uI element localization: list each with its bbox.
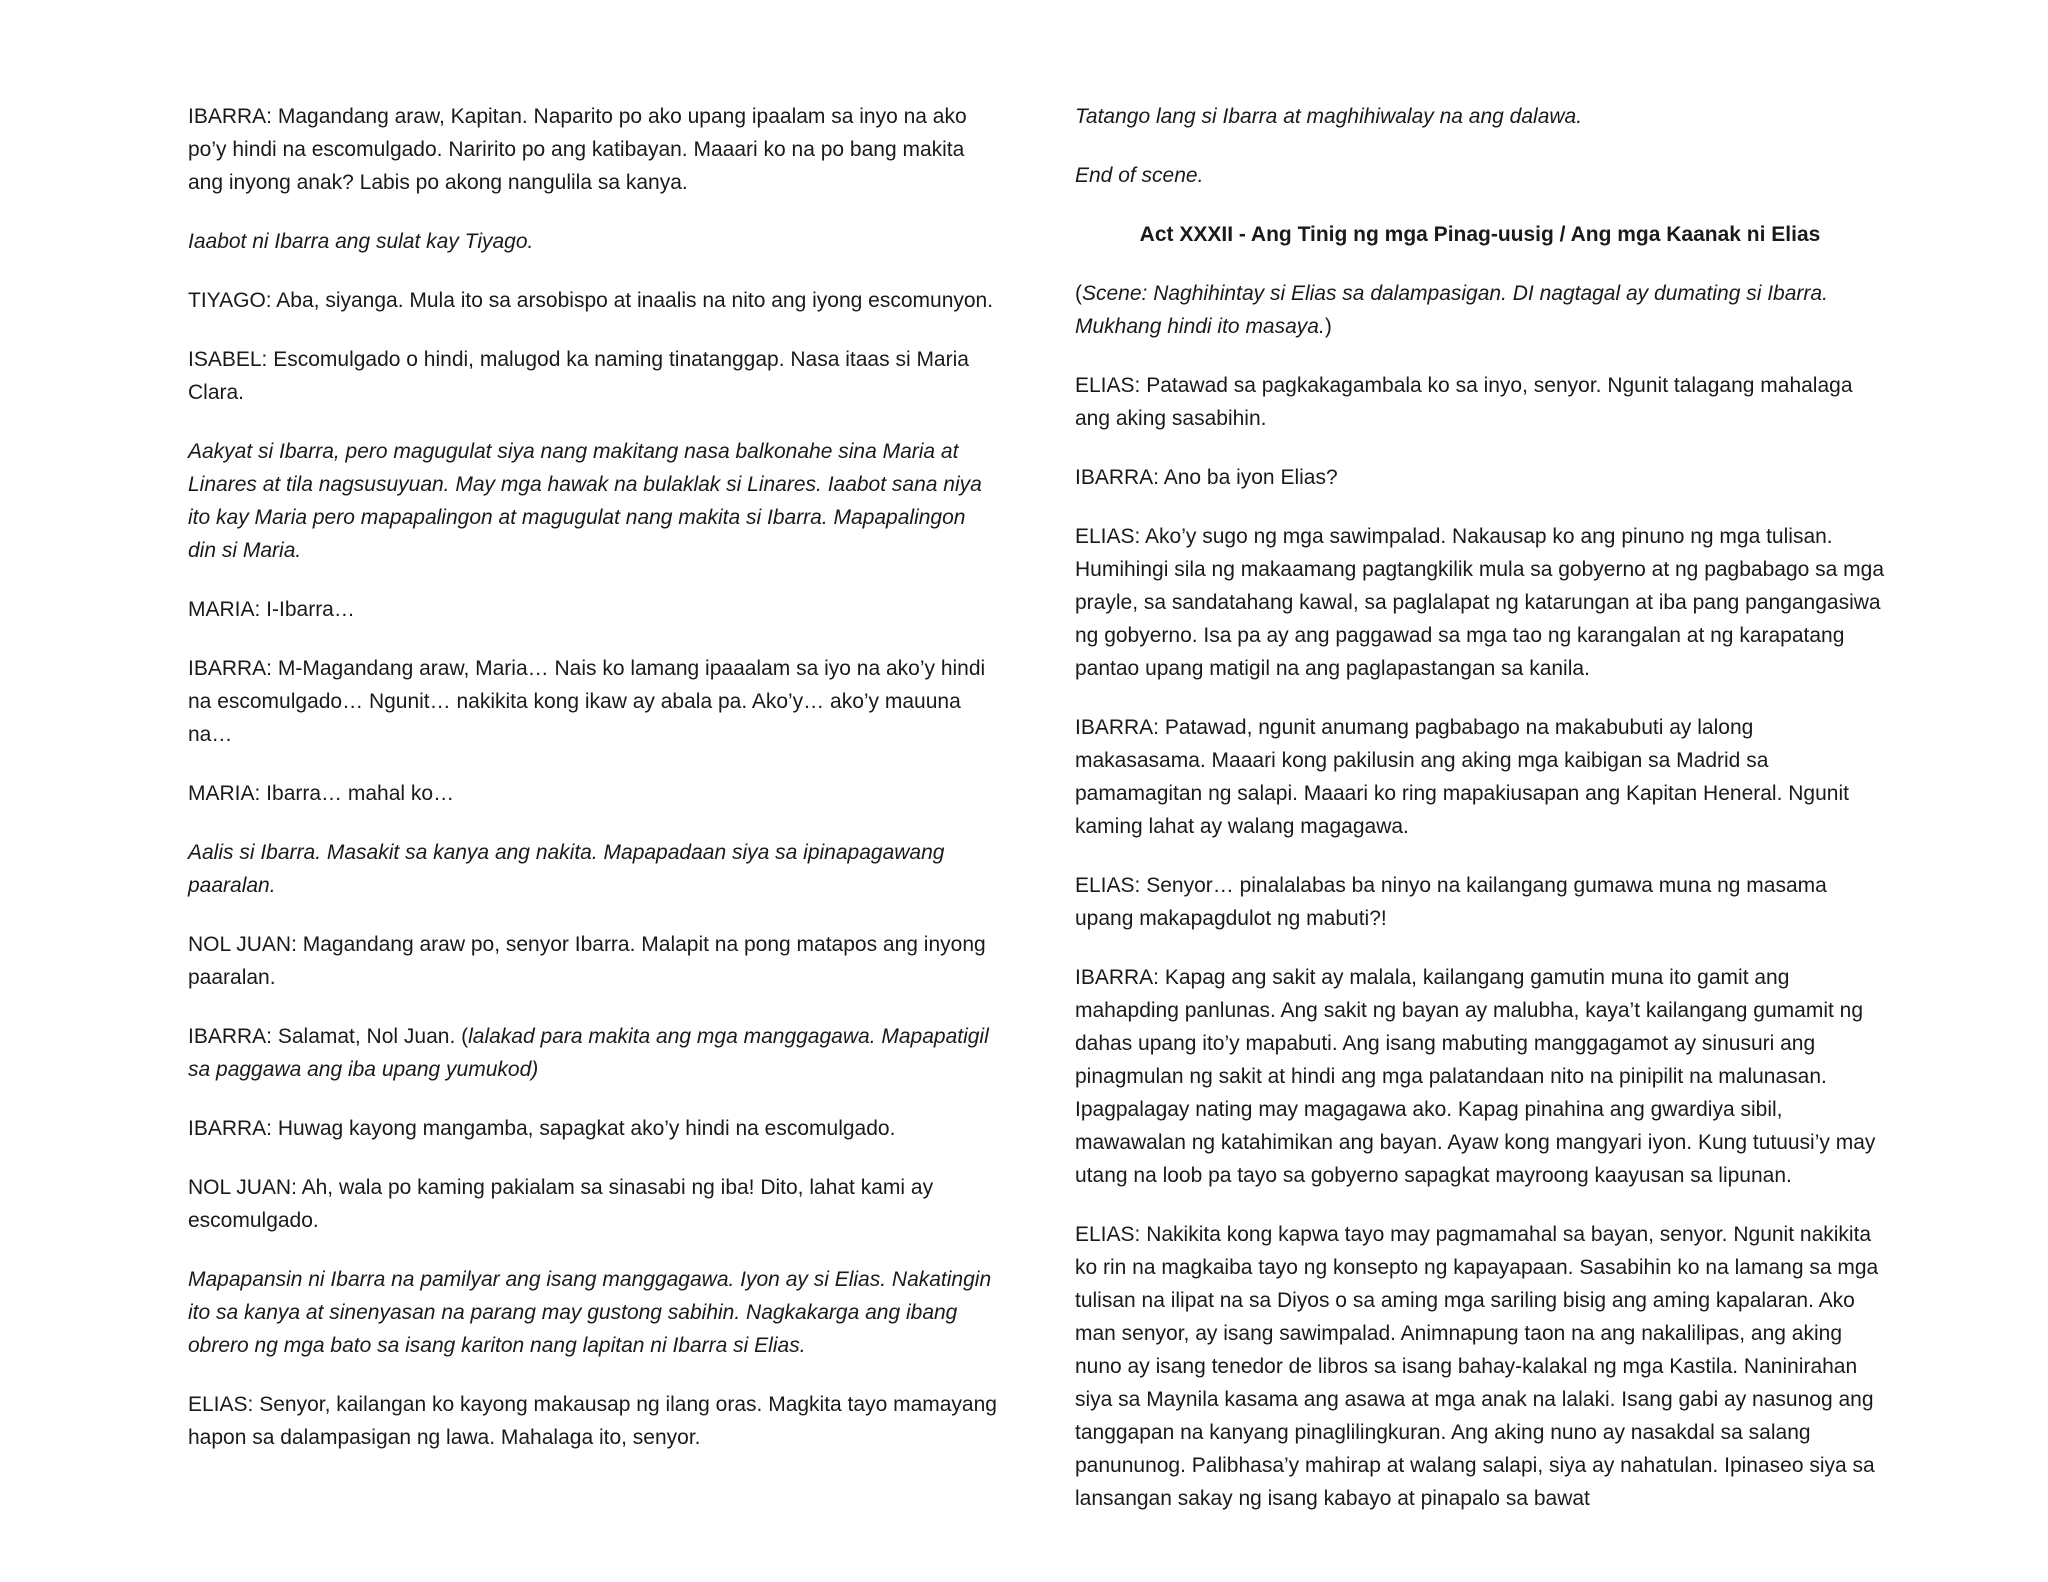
dialogue-maria-2: MARIA: Ibarra… mahal ko… (188, 782, 455, 805)
dialogue-ibarra-patawad: IBARRA: Patawad, ngunit anumang pagbabago na makabubuti ay lalong makasasama. Maaari kong pakilusin ang aking mga kaibigan sa Madrid sa pamamagitan ng salapi. Maaari ko ring mapakiusapan ang Kapitan Heneral. Ngunit kaming lahat ay walang magagawa. (1075, 716, 1849, 838)
dialogue-ibarra-sakit: IBARRA: Kapag ang sakit ay malala, kailangang gamutin muna ito gamit ang mahapding panlunas. Ang sakit ng bayan ay malubha, kaya’t kailangang gumamit ng dahas upang ito’y mapabuti. Ang isang mabuting manggagamot ay sinusuri ang pinagmulan ng sakit at hindi ang mga palatandaan nito na pinipilit na malunasan. Ipagpalagay nating may magagawa ako. Kapag pinahina ang gwardiya sibil, mawawalan ng katahimikan ang bayan. Ayaw kong mangyari iyon. Kung tutuusi’y may utang na loob pa tayo sa gobyerno sapagkat mayroong kaayusan sa lipunan. (1075, 966, 1876, 1187)
left-column (188, 100, 998, 1480)
dialogue-ibarra-huwag: IBARRA: Huwag kayong mangamba, sapagkat ako’y hindi na escomulgado. (188, 1117, 896, 1140)
dialogue-elias-senyor: ELIAS: Senyor… pinalalabas ba ninyo na kailangang gumawa muna ng masama upang makapagdulot ng mabuti?! (1075, 874, 1827, 930)
dialogue-nol-juan-1: NOL JUAN: Magandang araw po, senyor Ibarra. Malapit na pong matapos ang inyong paaralan. (188, 933, 986, 989)
dialogue-ibarra-kapitan: IBARRA: Magandang araw, Kapitan. Naparito po ako upang ipaalam sa inyo na ako po’y hindi na escomulgado. Naririto po ang katibayan. Maaari ko na po bang makita ang inyong anak? Labis po akong nangulila sa kanya. (188, 105, 967, 194)
scene-text: Scene: Naghihintay si Elias sa dalampasigan. DI nagtagal ay dumating si Ibarra. Mukhang hindi ito masaya. (1075, 282, 1828, 338)
stage-direction-sulat: Iaabot ni Ibarra ang sulat kay Tiyago. (188, 230, 534, 253)
dialogue-ibarra-maria: IBARRA: M-Magandang araw, Maria… Nais ko lamang ipaaalam sa iyo na ako’y hindi na escomulgado… Ngunit… nakikita kong ikaw ay abala pa. Ako’y… ako’y mauuna na… (188, 657, 986, 746)
dialogue-nol-juan-2: NOL JUAN: Ah, wala po kaming pakialam sa sinasabi ng iba! Dito, lahat kami ay escomulgado. (188, 1176, 934, 1232)
dialogue-elias-1: ELIAS: Senyor, kailangan ko kayong makausap ng ilang oras. Magkita tayo mamayang hapon sa dalampasigan ng lawa. Mahalaga ito, senyor. (188, 1393, 997, 1449)
stage-direction-elias: Mapapansin ni Ibarra na pamilyar ang isang manggagawa. Iyon ay si Elias. Nakatingin ito sa kanya at sinenyasan na parang may gustong sabihin. Nagkakarga ang ibang obrero ng mga bato sa isang kariton nang lapitan ni Ibarra si Elias. (188, 1268, 992, 1357)
stage-direction-tatango: Tatango lang si Ibarra at maghihiwalay na ang dalawa. (1075, 105, 1583, 128)
dialogue-elias-nakikita: ELIAS: Nakikita kong kapwa tayo may pagmamahal sa bayan, senyor. Ngunit nakikita ko rin na magkaiba tayo ng konsepto ng kapayapaan. Sasabihin ko na lamang sa mga tulisan na ilipat na sa Diyos o sa aming mga sariling bisig ang aming kapalaran. Ako man senyor, ay isang sawimpalad. Animnapung taon na ang nakalilipas, ang aking nuno ay isang tenedor de libros sa isang bahay-kalakal ng mga Kastila. Naninirahan siya sa Maynila kasama ang asawa at mga anak na lalaki. Isang gabi ay nasunog ang tanggapan na kanyang pinaglilingkuran. Ang aking nuno ay nasakdal sa salang panununog. Palibhasa’y mahirap at walang salapi, siya ay nahatulan. Ipinaseo siya sa lansangan sakay ng isang kabayo at pinapalo sa bawat (1075, 1223, 1879, 1510)
stage-direction-aalis: Aalis si Ibarra. Masakit sa kanya ang nakita. Mapapadaan siya sa ipinapagawang paaralan. (188, 841, 945, 897)
dialogue-elias-sugo: ELIAS: Ako’y sugo ng mga sawimpalad. Nakausap ko ang pinuno ng mga tulisan. Humihingi sila ng makaamang pagtangkilik mula sa gobyerno at ng pagbabago sa mga prayle, sa sandatahang kawal, sa paglalapat ng katarungan at iba pang pangangasiwa ng gobyerno. Isa pa ay ang paggawad sa mga tao ng karangalan at ng karapatang pantao upang matigil na ang paglapastangan sa kanila. (1075, 525, 1885, 680)
act-heading: Act XXXII - Ang Tinig ng mga Pinag-uusig / Ang mga Kaanak ni Elias (1139, 223, 1821, 246)
dialogue-ibarra-salamat (188, 1020, 998, 1086)
dialogue-elias-patawad: ELIAS: Patawad sa pagkakagambala ko sa inyo, senyor. Ngunit talagang mahalaga ang aking sasabihin. (1075, 374, 1853, 430)
dialogue-ibarra-ano: IBARRA: Ano ba iyon Elias? (1075, 466, 1338, 489)
paren-close: ) (1324, 315, 1332, 338)
dialogue-tiyago: TIYAGO: Aba, siyanga. Mula ito sa arsobispo at inaalis na nito ang iyong escomunyon. (188, 289, 994, 312)
stage-direction-balkonahe: Aakyat si Ibarra, pero magugulat siya nang makitang nasa balkonahe sina Maria at Linares at tila nagsusuyuan. May mga hawak na bulaklak si Linares. Iaabot sana niya ito kay Maria pero mapapalingon at magugulat nang makita si Ibarra. Mapapalingon din si Maria. (188, 440, 982, 562)
paren-open: ( (1075, 282, 1082, 305)
right-column (1075, 100, 1885, 1541)
stage-direction-inline: lalakad para makita ang mga manggagawa. Mapapatigil sa paggawa ang iba upang yumukod) (188, 1025, 989, 1081)
end-of-scene: End of scene. (1075, 164, 1204, 187)
dialogue-isabel: ISABEL: Escomulgado o hindi, malugod ka naming tinatanggap. Nasa itaas si Maria Clara. (188, 348, 969, 404)
scene-description (1075, 277, 1885, 343)
dialogue-text: IBARRA: Salamat, Nol Juan. ( (188, 1025, 469, 1048)
dialogue-maria-1: MARIA: I-Ibarra… (188, 598, 355, 621)
